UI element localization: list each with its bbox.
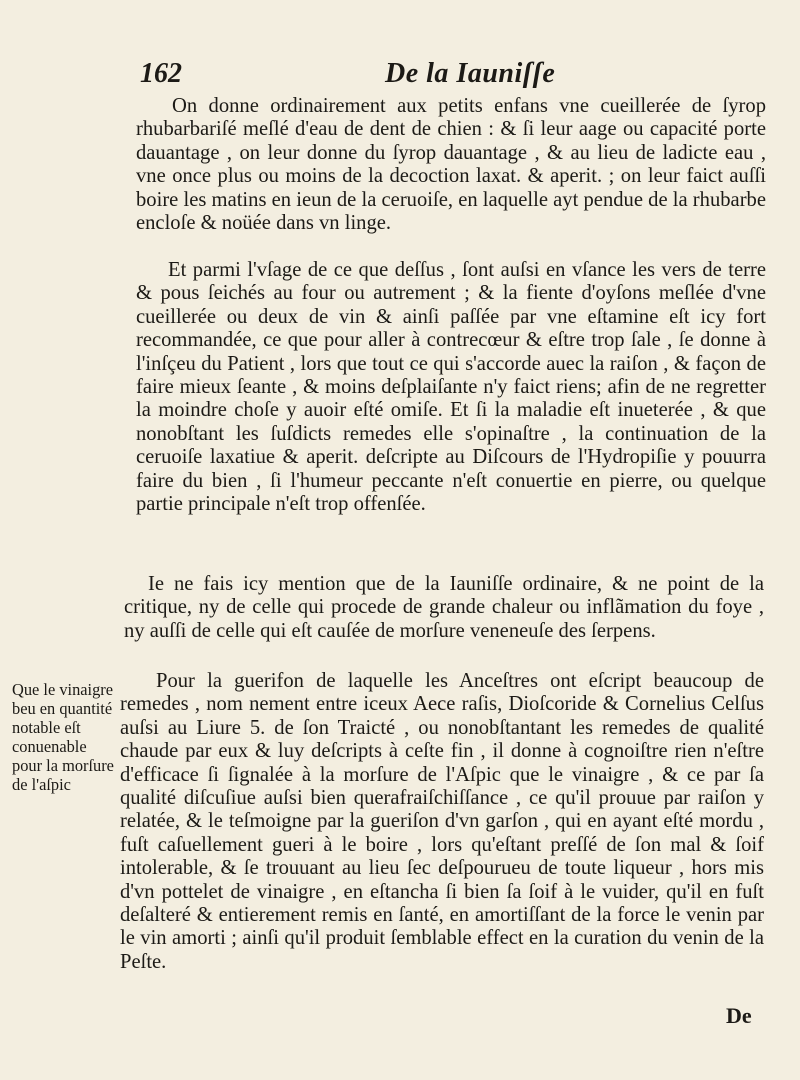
page-number: 162 [140, 58, 182, 89]
paragraph-syrup-for-children: On donne ordinairement aux petits enfans vne cueillerée de ſyrop rhubarbariſé meſlé d'eau de dent de chien : & ſi leur aage ou capacité porte dauantage , on leur donne du ſyrop dauantage , & au lieu de ladicte eau , vne once plus ou moins de la decoction laxat. & aperit. ; on leur faict auſſi boire les matins en ieun de la ceruoiſe, en laquelle ayt pendue de la rhubarbe encloſe & noüée dans vn linge. [136, 95, 766, 235]
paragraph-ordinary-jaundice: Ie ne fais icy mention que de la Iauniſſe ordinaire, & ne point de la critique, ny de celle qui procede de grande chaleur ou inflãmation du foye , ny auſſi de celle qui eſt cauſée de morſure veneneuſe des ſerpens. [124, 573, 764, 642]
paragraph-other-remedies: Et parmi l'vſage de ce que deſſus , ſont auſsi en vſance les vers de terre & pous ſeichés au four ou autrement ; & la fiente d'oyſons meſlée d'vne cueillerée ou deux de vin & ainſi paſſée par vne eſtamine eſt icy fort recommandée, ce que pour aller à contrecœur & eſtre trop ſale , ſe donne à l'inſçeu du Patient , lors que tout ce qui s'accorde auec la raiſon , & façon de faire mieux ſeante , & moins deſplaiſante n'y faict riens; afin de ne regretter la moindre choſe y auoir eſté omiſe. Et ſi la maladie eſt inueterée , & que nonobſtant les ſuſdicts remedes elle s'opinaſtre , la continuation de la ceruoiſe laxatiue & aperit. deſcripte au Diſcours de l'Hydropiſie y pouurra faire du bien , ſi l'humeur peccante n'eſt conuertie en pierre, ou quelque partie principale n'eſt trop offenſée. [136, 259, 766, 516]
running-title: De la Iauniſſe [385, 58, 556, 89]
paragraph-vinegar-cure: Pour la guerifon de laquelle les Anceſtres ont eſcript beaucoup de remedes , nom nement entre iceux Aece raſis, Dioſcoride & Cornelius Celſus auſsi au Liure 5. de ſon Traicté , ou nonobſtantant les remedes de qualité chaude par eux & luy deſcripts à ceſte fin , il donne à cognoiſtre rien n'eſtre d'efficace ſi ſignalée à la morſure de l'Aſpic que le vinaigre , & ce par ſa qualité diſcuſiue auſsi bien querafraiſchiſſance , ce qu'il prouue par raiſon y relatée, & le teſmoigne par la gueriſon d'vn garſon , qui en ayant eſté mordu , fuſt caſuellement gueri à le boire , lors qu'eſtant preſſé de ſon mal & ſoif intolerable, & ſe trouuant au lieu ſec deſpourueu de toute liqueur , hors mis d'vn pottelet de vinaigre , en eſtancha ſi bien ſa ſoif à le vuider, qu'il en fuſt deſalteré & entierement remis en ſanté, en amortiſſant de la force le venin par le vin amorti ; ainſi qu'il produit ſemblable effect en la curation du venin de la Peſte. [120, 670, 764, 973]
catchword: De [726, 1003, 752, 1028]
margin-note: Que le vinaigre beu en quantité notable eſt conuenable pour la morſure de l'aſpic [12, 680, 114, 794]
page-header [140, 58, 740, 98]
